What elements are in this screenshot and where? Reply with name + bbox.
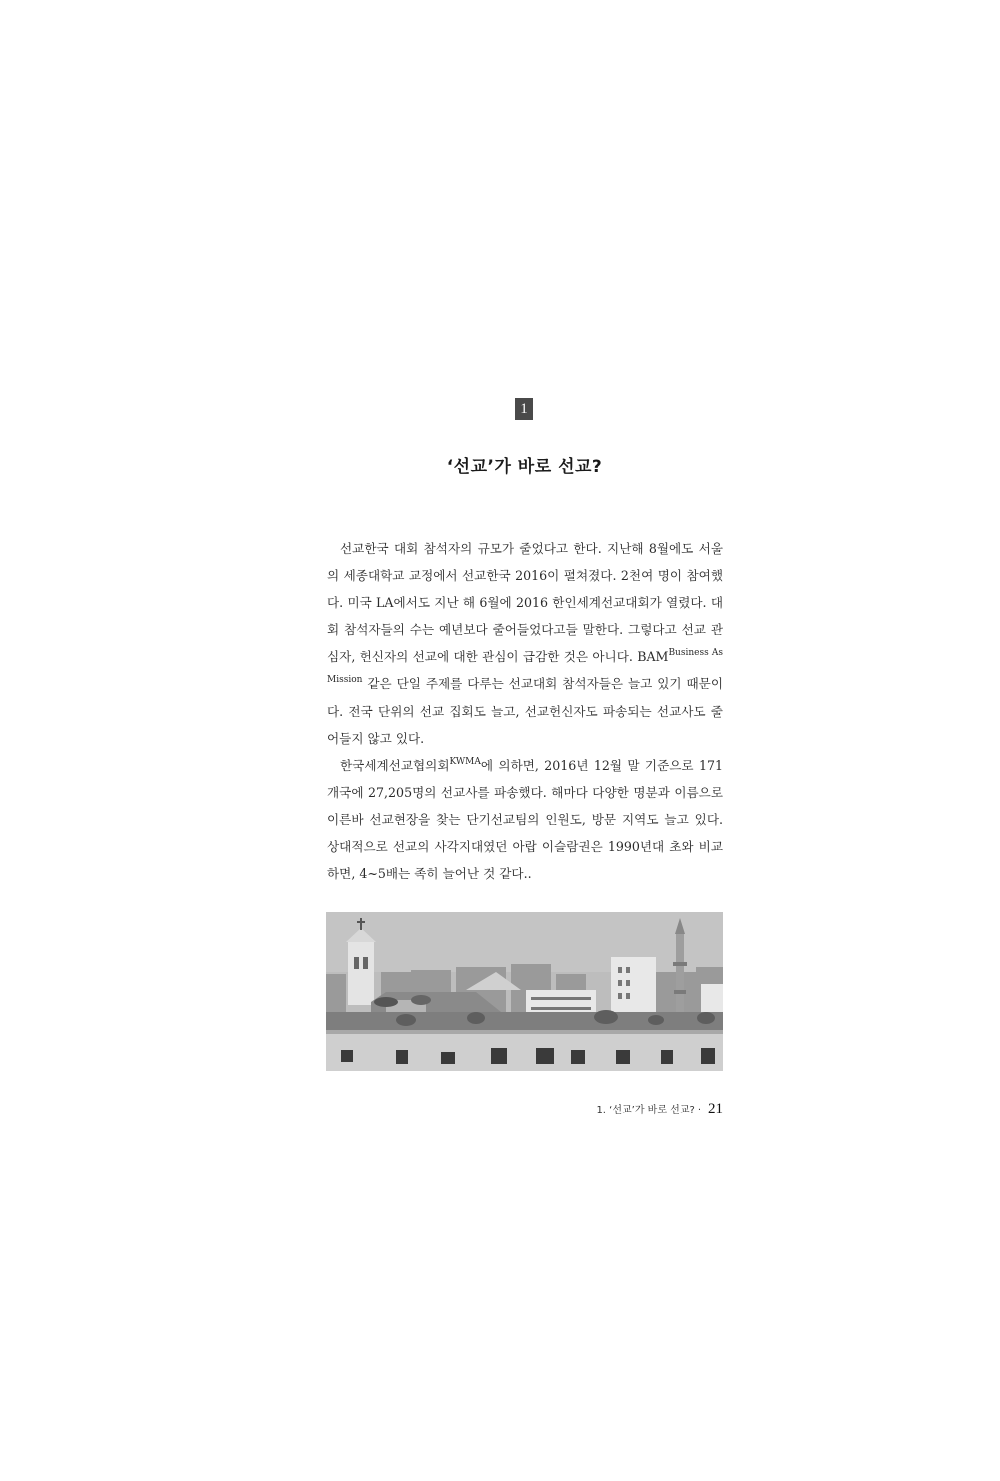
footer-separator: ·	[697, 1105, 701, 1116]
bam-superscript: Business As Mission	[327, 648, 723, 686]
paragraph-2	[327, 752, 723, 887]
page-number: 21	[708, 1101, 723, 1117]
skyline-photo	[326, 912, 723, 1071]
paragraph-2-text-a: 한국세계선교협의회	[340, 757, 450, 773]
chapter-number-badge: 1	[515, 398, 533, 420]
paragraph-2-text-b: 에 의하면, 2016년 12월 말 기준으로 171개국에 27,205명의 선교사를 파송했다. 해마다 다양한 명분과 이름으로 이른바 선교현장을 찾는 단기선교팀의 인원도, 방문 지역도 늘고 있다. 상대적으로 선교의 사각지대였던 아랍 이슬람권은 1990년대 초와 비교하면, 4~5배는 족히 늘어난 것 같다..	[327, 757, 723, 882]
chapter-title: ‘선교’가 바로 선교?	[446, 457, 603, 477]
paragraph-1	[327, 535, 723, 752]
body-text	[327, 535, 723, 887]
running-head: 1. ‘선교’가 바로 선교?	[596, 1105, 695, 1116]
kwma-superscript: KWMA	[449, 756, 481, 767]
paragraph-1-text-b: 같은 단일 주제를 다루는 선교대회 참석자들은 늘고 있기 때문이다. 전국 단위의 선교 집회도 늘고, 선교헌신자도 파송되는 선교사도 줄어들지 않고 있다.	[327, 676, 723, 746]
paragraph-1-text-a: 선교한국 대회 참석자의 규모가 줄었다고 한다. 지난해 8월에도 서울의 세종대학교 교정에서 선교한국 2016이 펼쳐졌다. 2천여 명이 참여했다. 미국 LA에서도 지난 해 6월에 2016 한인세계선교대회가 열렸다. 대회 참석자들의 수는 예년보다 줄어들었다고들 말한다. 그렇다고 선교 관심자, 헌신자의 선교에 대한 관심이 급감한 것은 아니다. BAM	[327, 541, 723, 665]
page-footer	[500, 1101, 723, 1118]
